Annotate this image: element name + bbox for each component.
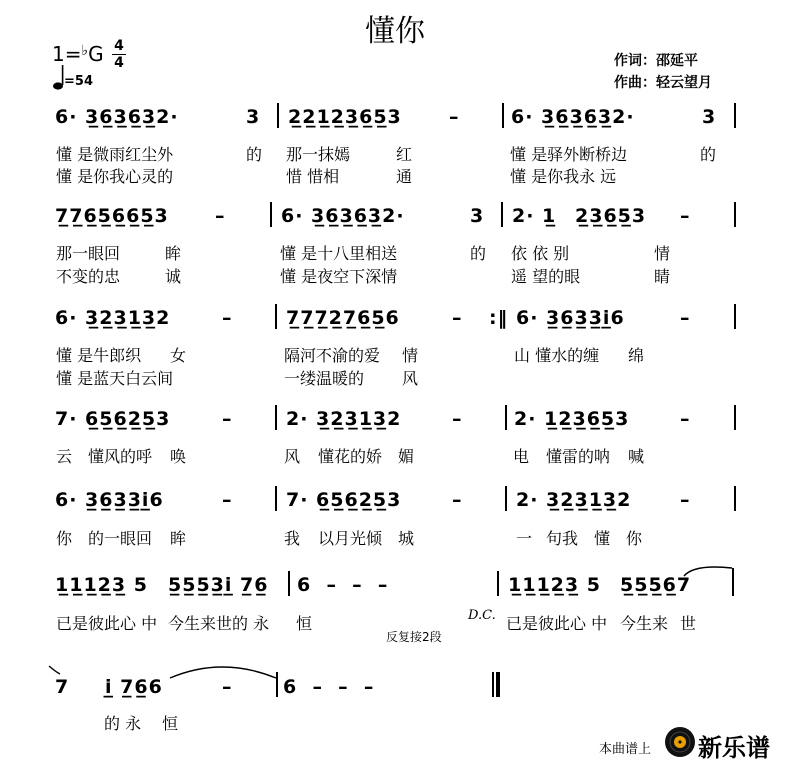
note-group: 6 – – – <box>283 676 375 698</box>
note-group: 6· 3̲6̲3̲3̲i̲6 <box>516 307 625 329</box>
lyric: 懂 是微雨红尘外 <box>56 145 174 164</box>
note-group: 2· 1̲2̲3̲6̲5̲3 <box>514 408 630 430</box>
flat-icon: ♭ <box>81 43 89 59</box>
lyric: 恒 <box>162 714 179 733</box>
bar-line <box>734 103 736 128</box>
lyric: 世 <box>680 614 697 633</box>
lyric: 懂花的娇 <box>318 447 383 466</box>
note-group: 2· 3̲2̲3̲1̲3̲2 <box>516 489 632 511</box>
time-signature <box>112 38 126 71</box>
lyric: 恒 <box>296 614 313 633</box>
tempo-value: =54 <box>64 74 93 89</box>
note-group: – <box>215 205 226 227</box>
bar-line <box>288 571 290 596</box>
repeat-sign: :‖ <box>489 307 509 329</box>
note-group: – <box>452 489 463 511</box>
lyric: 山 懂水的缠 <box>514 346 600 365</box>
tie-icon <box>168 662 278 680</box>
lyric: 懂 是夜空下深情 <box>280 267 398 286</box>
key-one: 1 <box>52 42 65 66</box>
notation-row <box>0 205 790 239</box>
note-group: 6 – – – <box>297 574 389 596</box>
note-group: 3 <box>246 106 261 128</box>
bar-line <box>277 103 279 128</box>
bar-line <box>505 405 507 430</box>
repeat-note: 反复接2段 <box>386 630 442 644</box>
tempo-mark <box>52 64 112 92</box>
lyric: 以月光倾 <box>318 529 383 548</box>
bar-line <box>497 571 499 596</box>
bar-line <box>734 405 736 430</box>
key-eq: = <box>64 42 82 66</box>
lyric: 的 <box>470 244 487 263</box>
lyric: 通 <box>396 167 413 186</box>
final-bar-thick <box>496 672 500 697</box>
tie-icon <box>682 560 734 580</box>
tie-icon <box>48 664 62 676</box>
note-group: – <box>222 489 233 511</box>
lyric: 绵 <box>628 346 645 365</box>
note-group: – <box>680 489 691 511</box>
notation-row <box>0 489 790 523</box>
bar-line <box>501 202 503 227</box>
note-group: 5̲5̲5̲6̲7 <box>620 574 692 596</box>
note-group: 6· 3̲6̲3̲6̲3̲2· <box>55 106 179 128</box>
note-group: – <box>222 408 233 430</box>
lyric: 你 <box>626 529 643 548</box>
lyric: 懂 是你我心灵的 <box>56 167 174 186</box>
composer: 作曲：轻云望月 <box>614 75 712 91</box>
lyric: 懂 是你我永 远 <box>510 167 617 186</box>
note-group: 7̲7̲6̲5̲6̲6̲5̲3 <box>55 205 169 227</box>
lyric: 我 <box>284 529 301 548</box>
lyric: 你 <box>56 529 73 548</box>
lyric: 今生来 <box>620 614 669 633</box>
note-group: – <box>449 106 460 128</box>
note-group: 1̲1̲1̲2̲3̲ 5 <box>55 574 148 596</box>
lyric: 遥 望的眼 <box>511 267 581 286</box>
lyric: 懂 是蓝天白云间 <box>56 369 174 388</box>
bar-line <box>505 486 507 511</box>
key-signature <box>52 42 104 66</box>
note-group: 7̲7̲7̲2̲7̲6̲5̲6 <box>286 307 400 329</box>
notation-row <box>0 106 790 140</box>
notation-row <box>0 408 790 442</box>
time-top: 4 <box>114 38 124 54</box>
note-group: 2̲2̲1̲2̲3̲6̲5̲3 <box>288 106 402 128</box>
note-group: – <box>680 307 691 329</box>
lyric: 的一眼回 <box>88 529 153 548</box>
note-group: 2· 3̲2̲3̲1̲3̲2 <box>286 408 402 430</box>
final-bar-thin <box>492 672 494 697</box>
lyric: 诚 <box>165 267 182 286</box>
bar-line <box>502 103 504 128</box>
notation-row <box>0 574 790 608</box>
lyric: 句我 <box>546 529 579 548</box>
lyric: 云 <box>56 447 73 466</box>
lyric: 一 <box>516 529 533 548</box>
bar-line <box>275 405 277 430</box>
lyric: 电 <box>513 447 530 466</box>
lyric: 眸 <box>170 529 187 548</box>
spacer <box>55 570 285 571</box>
note-group: 7· 6̲5̲6̲2̲5̲3 <box>55 408 171 430</box>
lyric: 懂 是驿外断桥边 <box>510 145 628 164</box>
lyric: 依 依 别 <box>511 244 570 263</box>
lyric: 懂 是牛郎织 <box>56 346 142 365</box>
bar-line <box>734 202 736 227</box>
note-group: 6· 3̲2̲3̲1̲3̲2 <box>55 307 171 329</box>
note-group: 5̲5̲5̲3̲i̲ 7̲6̲ <box>168 574 269 596</box>
lyric: 今生来世的 永 <box>168 614 270 633</box>
lyric: 懂 <box>594 529 611 548</box>
lyric: 媚 <box>398 447 415 466</box>
lyric: 风 <box>402 369 419 388</box>
bar-line <box>270 202 272 227</box>
note-group: 2· 1̲ <box>512 205 557 227</box>
lyricist: 作词：邵延平 <box>614 53 698 69</box>
record-icon <box>664 726 696 758</box>
lyric: 懂风的呼 <box>88 447 153 466</box>
lyric: 的 <box>246 145 263 164</box>
lyric: 城 <box>398 529 415 548</box>
lyric: 的 <box>700 145 717 164</box>
lyric: 的 永 <box>104 714 142 733</box>
lyric: 喊 <box>628 447 645 466</box>
notation-row <box>0 307 790 341</box>
lyric: 懂雷的呐 <box>546 447 611 466</box>
lyric: 惜 惜相 <box>286 167 340 186</box>
note-group: 3 <box>470 205 485 227</box>
dc-mark: D.C. <box>468 608 496 623</box>
lyric: 女 <box>170 346 187 365</box>
lyric: 情 <box>654 244 671 263</box>
page-title: 懂你 <box>365 14 425 49</box>
note-group: 7 <box>55 676 70 698</box>
notation-row <box>0 676 790 710</box>
lyric: 那一抹嫣 <box>286 145 351 164</box>
lyric: 懂 是十八里相送 <box>280 244 398 263</box>
lyric: 隔河不渝的爱 <box>284 346 381 365</box>
bar-line <box>275 486 277 511</box>
note-group: – <box>452 408 463 430</box>
lyric: 已是彼此心 中 <box>56 614 158 633</box>
lyric: 睛 <box>654 267 671 286</box>
note-group: 6· 3̲6̲3̲3̲i̲6 <box>55 489 164 511</box>
lyric: 不变的忠 <box>56 267 121 286</box>
bar-line <box>275 304 277 329</box>
key-letter: G <box>88 42 104 66</box>
lyric: 眸 <box>165 244 182 263</box>
lyric: 情 <box>402 346 419 365</box>
note-group: i̲ 7̲6̲6 <box>105 676 163 698</box>
lyric: 红 <box>396 145 413 164</box>
bar-line <box>734 486 736 511</box>
note-group: 3 <box>702 106 717 128</box>
note-group: 1̲1̲1̲2̲3̲ 5 <box>508 574 601 596</box>
note-group: 7· 6̲5̲6̲2̲5̲3 <box>286 489 402 511</box>
note-group: – <box>222 307 233 329</box>
footer-text: 本曲谱上 <box>599 742 652 757</box>
note-group: – <box>680 205 691 227</box>
time-bottom: 4 <box>112 54 126 71</box>
note-group: – <box>680 408 691 430</box>
bar-line <box>276 672 278 697</box>
note-group: 2̲3̲6̲5̲3 <box>575 205 647 227</box>
note-group: – <box>222 676 233 698</box>
bar-line <box>734 304 736 329</box>
site-logo[interactable]: 新乐谱 <box>698 734 770 762</box>
note-group: 6· 3̲6̲3̲6̲3̲2· <box>281 205 405 227</box>
note-group: 6· 3̲6̲3̲6̲3̲2· <box>511 106 635 128</box>
lyric: 已是彼此心 中 <box>506 614 608 633</box>
lyric: 那一眼回 <box>56 244 121 263</box>
note-group: – <box>452 307 463 329</box>
lyric: 一缕温暖的 <box>284 369 365 388</box>
lyric: 风 <box>284 447 301 466</box>
lyric: 唤 <box>170 447 187 466</box>
